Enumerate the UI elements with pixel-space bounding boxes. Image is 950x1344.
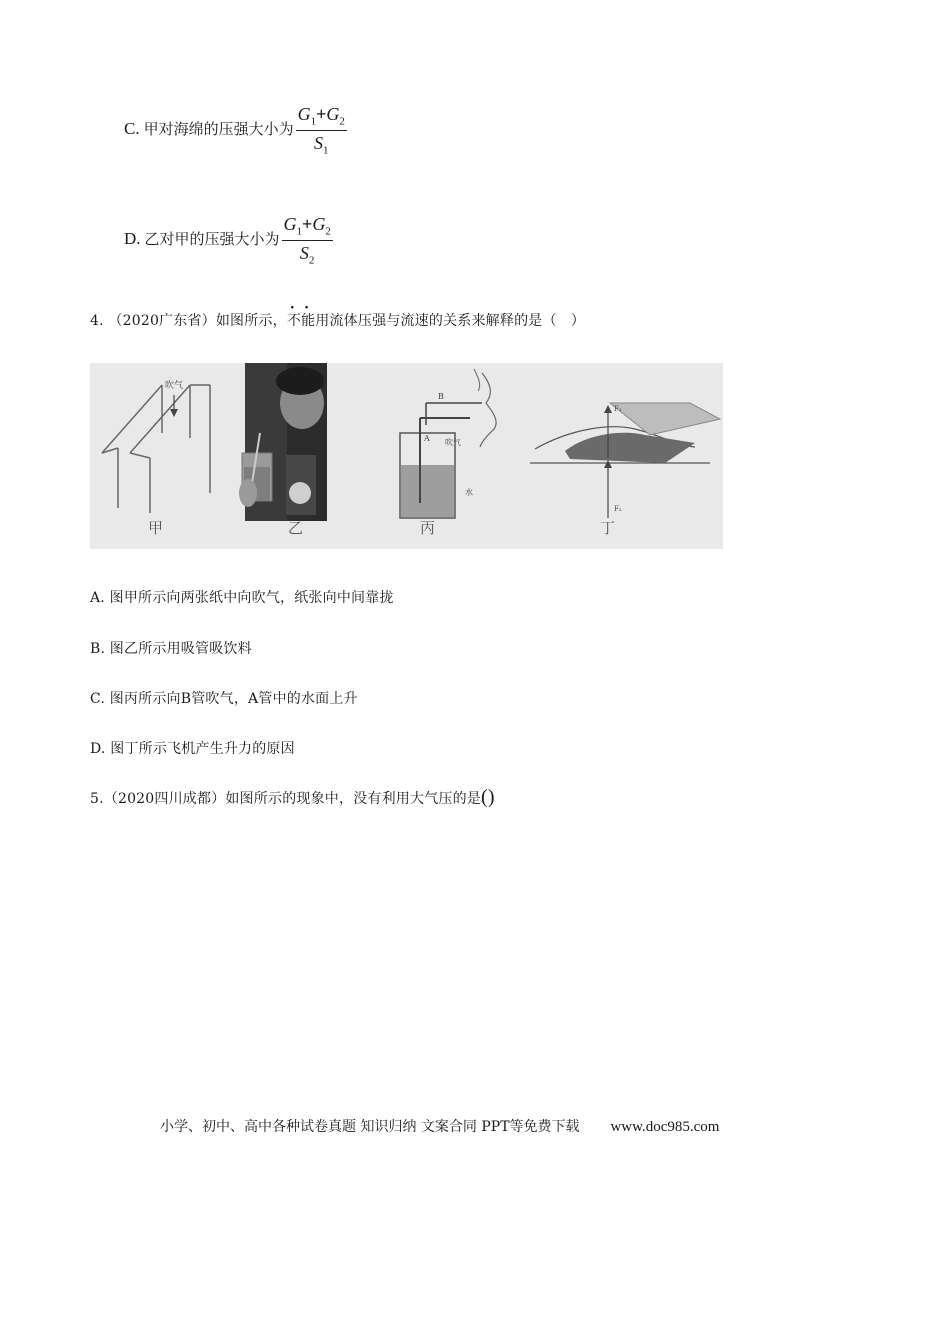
label-yi: 乙: [288, 519, 304, 537]
option-text: 甲对海绵的压强大小为: [143, 120, 294, 139]
blow-side-label: 吹气: [445, 438, 461, 447]
tube-a-label: A: [424, 434, 430, 443]
f1-label: F₁: [614, 405, 622, 413]
boy-drinking-photo: [239, 363, 327, 521]
question-text: （2020四川成都）如图所示的现象中，没有利用大气压的是: [103, 791, 481, 807]
footer-text: 小学、初中、高中各种试卷真题 知识归纳 文案合同 PPT等免费下载: [160, 1119, 580, 1135]
option-text: 图丙所示向B管吹气，A管中的水面上升: [109, 691, 358, 707]
option-b-q4: [90, 638, 252, 658]
option-text: 图甲所示向两张纸中向吹气，纸张向中间靠拢: [109, 590, 394, 606]
option-d-q4: [90, 738, 295, 758]
footer: [160, 1116, 719, 1136]
label-jia: 甲: [148, 519, 164, 537]
blow-label: 吹气: [165, 381, 184, 391]
question-5: [90, 786, 495, 809]
option-letter: A.: [90, 590, 105, 606]
tube-b-label: B: [438, 392, 444, 401]
option-letter: C.: [124, 119, 140, 139]
question-text: 用流体压强与流速的关系来解释的是（ ）: [315, 313, 586, 329]
label-bing: 丙: [420, 519, 436, 537]
option-letter: C.: [90, 691, 106, 707]
emphasis-char: 能: [301, 313, 316, 329]
pressure-fraction: $\frac{G_1+G_2}{S_1}$: [297, 104, 345, 157]
label-ding: 丁: [600, 519, 616, 537]
footer-url[interactable]: www.doc985.com: [610, 1119, 720, 1135]
option-letter: B.: [90, 641, 106, 657]
question-number: 4.: [90, 313, 104, 329]
question-4: [90, 310, 585, 330]
option-letter: D.: [90, 741, 106, 757]
option-c-q4: [90, 688, 358, 708]
option-letter: D.: [124, 229, 141, 249]
option-text: 图丁所示飞机产生升力的原因: [110, 741, 295, 757]
question-source: （2020广东省）如图所示，: [108, 313, 287, 329]
answer-parentheses: (): [481, 786, 495, 808]
pressure-fraction: $\frac{G_1+G_2}{S_2}$: [283, 214, 331, 267]
emphasis-char: 不: [286, 313, 302, 329]
option-c-q3: [124, 104, 347, 156]
water-label: 水: [465, 488, 473, 497]
option-a-q4: [90, 587, 394, 607]
f2-label: F₂: [614, 505, 622, 513]
option-text: 图乙所示用吸管吸饮料: [109, 641, 252, 657]
question-number: 5.: [90, 791, 104, 807]
option-text: 乙对甲的压强大小为: [144, 230, 280, 249]
option-d-q3: [124, 214, 333, 266]
fluid-pressure-figure: [90, 363, 723, 549]
